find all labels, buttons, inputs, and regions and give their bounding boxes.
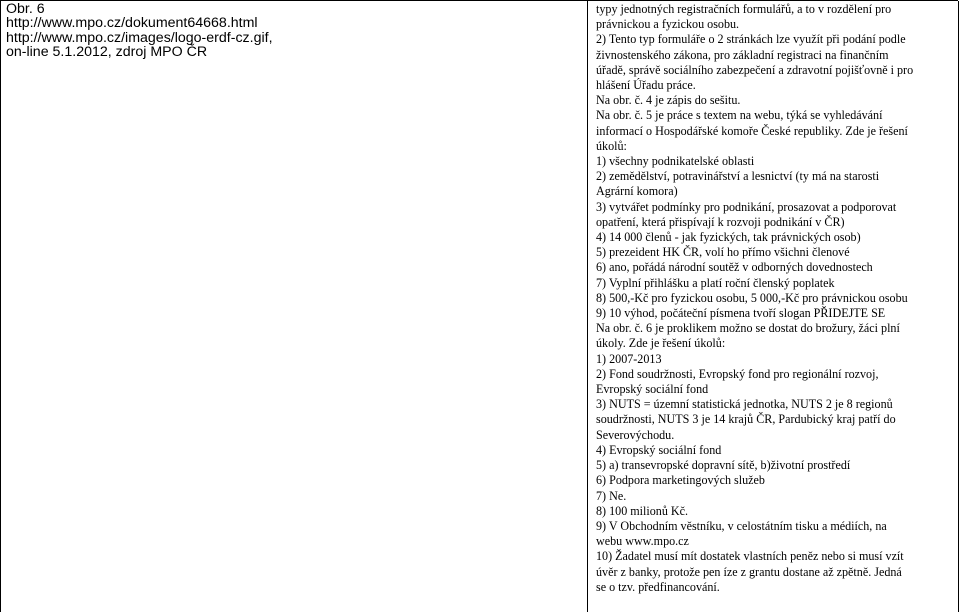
- text-line: Na obr. č. 5 je práce s textem na webu, týká se vyhledávání: [596, 108, 883, 123]
- text-line: Evropský sociální fond: [596, 382, 709, 397]
- text-line: 1) všechny podnikatelské oblasti: [596, 154, 755, 169]
- text-line: 5) prezeident HK ČR, volí ho přímo všichni členové: [596, 245, 850, 260]
- text-line: 7) Vyplní přihlášku a platí roční členský poplatek: [596, 275, 835, 290]
- text-line: 3) NUTS = územní statistická jednotka, NUTS 2 je 8 regionů: [596, 397, 893, 412]
- text-line: 4) 14 000 členů - jak fyzických, tak právnických osob): [596, 230, 861, 245]
- text-line: typy jednotných registračních formulářů, a to v rozdělení pro: [596, 2, 892, 16]
- text-line: opatření, která přispívají k rozvoji podnikání v ČR): [596, 214, 845, 229]
- text-line: Na obr. č. 4 je zápis do sešitu.: [596, 93, 741, 108]
- text-line: Severovýchodu.: [596, 427, 675, 442]
- text-line: Agrární komora): [596, 184, 678, 199]
- text-line: úvěr z banky, protože pen íze z grantu dostane až zpětně. Jedná: [596, 564, 902, 579]
- text-line: 4) Evropský sociální fond: [596, 442, 722, 457]
- text-line: webu www.mpo.cz: [596, 534, 689, 549]
- text-line: informací o Hospodářské komoře České republiky. Zde je řešení: [596, 123, 908, 138]
- text-line: 2) zemědělství, potravinářství a lesnictví (ty má na starosti: [596, 169, 880, 184]
- text-line: 9) V Obchodním věstníku, v celostátním tisku a médiích, na: [596, 518, 887, 533]
- text-line: 8) 500,-Kč pro fyzickou osobu, 5 000,-Kč pro právnickou osobu: [596, 290, 908, 305]
- text-line: úkoly. Zde je řešení úkolů:: [596, 336, 726, 351]
- text-line: 3) vytvářet podmínky pro podnikání, prosazovat a podporovat: [596, 199, 897, 214]
- text-line: 5) a) transevropské dopravní sítě, b)životní prostředí: [596, 458, 851, 473]
- text-line: Na obr. č. 6 je proklikem možno se dostat do brožury, žáci plní: [596, 321, 900, 336]
- text-line: 8) 100 milionů Kč.: [596, 503, 689, 518]
- text-line: 9) 10 výhod, počáteční písmena tvoří slogan PŘIDEJTE SE: [596, 306, 886, 321]
- text-line: úkolů:: [596, 138, 627, 153]
- text-line: se o tzv. předfinancování.: [596, 579, 720, 594]
- caption-line: Obr. 6: [6, 1, 45, 17]
- caption-line: http://www.mpo.cz/images/logo-erdf-cz.gif,: [6, 29, 273, 46]
- text-line: hlášení Úřadu práce.: [596, 78, 696, 93]
- text-line: 2) Tento typ formuláře o 2 stránkách lze využít při podání podle: [596, 32, 906, 47]
- text-line: 6) Podpora marketingových služeb: [596, 473, 765, 488]
- text-line: 6) ano, pořádá národní soutěž v odborných dovednostech: [596, 260, 873, 275]
- text-line: 2) Fond soudržnosti, Evropský fond pro regionální rozvoj,: [596, 366, 879, 381]
- text-line: živnostenského zákona, pro základní registraci na finančním: [596, 47, 889, 62]
- caption-line: http://www.mpo.cz/dokument64668.html: [6, 15, 258, 32]
- text-line: úřadě, správě sociálního zabezpečení a zdravotní pojišťovně i pro: [596, 62, 914, 77]
- text-line: 10) Žadatel musí mít dostatek vlastních peněz nebo si musí vzít: [596, 549, 904, 564]
- caption-line: on-line 5.1.2012, zdroj MPO ČR: [6, 44, 208, 61]
- text-line: 1) 2007-2013: [596, 351, 662, 366]
- figure-caption: [6, 2, 581, 60]
- left-cell: [1, 1, 588, 612]
- body-text: [596, 2, 956, 595]
- text-line: právnickou a fyzickou osobu.: [596, 17, 740, 32]
- text-line: 7) Ne.: [596, 488, 627, 503]
- right-cell: [588, 1, 959, 612]
- text-line: soudržnosti, NUTS 3 je 14 krajů ČR, Pardubický kraj patří do: [596, 412, 896, 427]
